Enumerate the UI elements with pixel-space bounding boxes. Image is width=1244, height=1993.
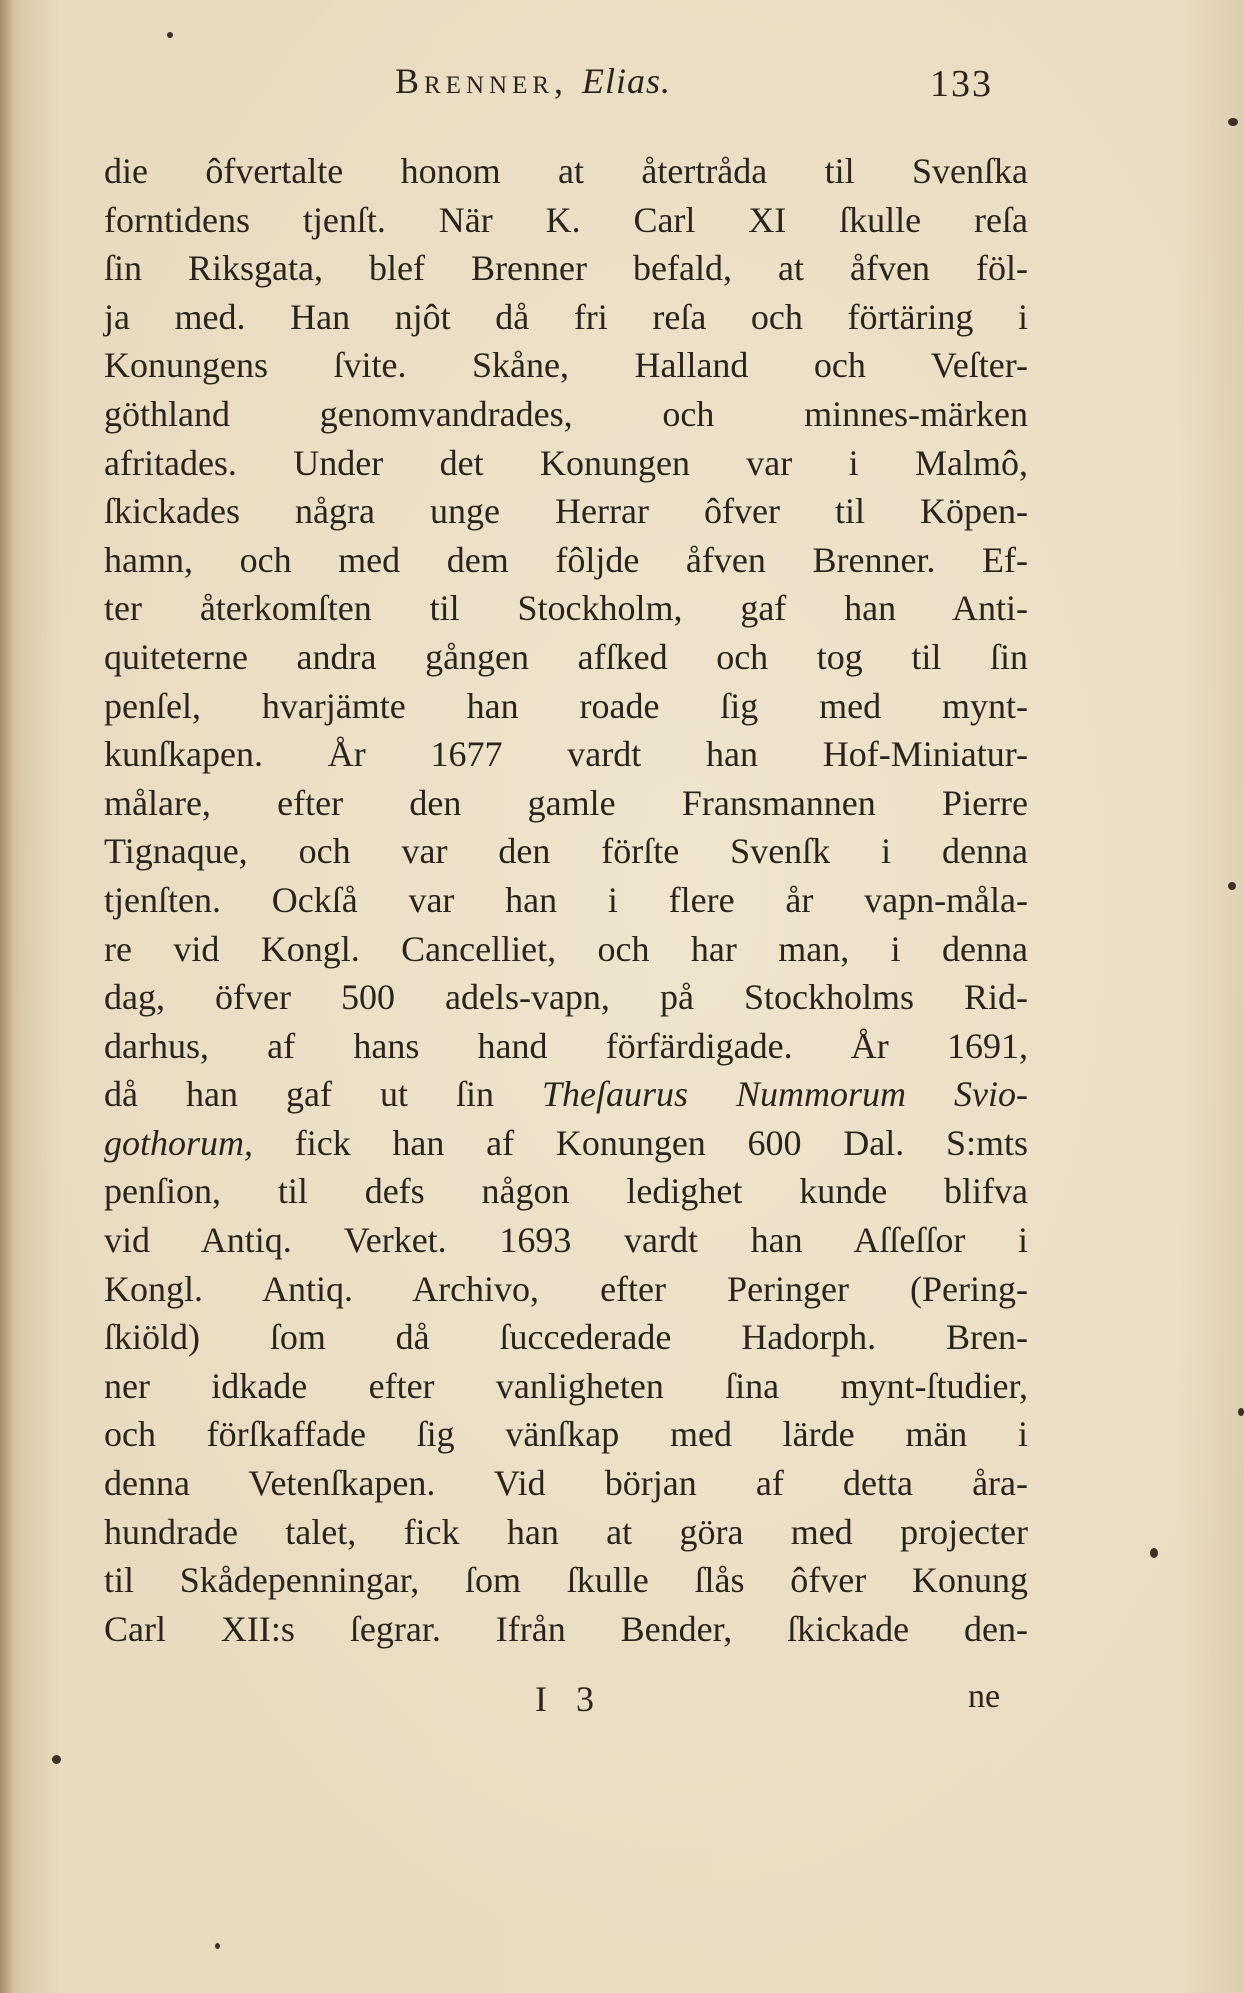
text-line [104,1605,1028,1654]
text-run: die ôfvertalte honom at återtråda til Svenſka [104,151,1028,191]
text-run: til Skådepenningar, ſom ſkulle ſlås ôfver Konung [104,1560,1028,1601]
italic-text: gothorum, [104,1122,254,1163]
text-line [104,633,1028,682]
text-line [104,1022,1028,1071]
text-run: darhus, af hans hand förfärdigade. År 1691, [104,1025,1028,1066]
text-run: hamn, och med dem fôljde åfven Brenner. Ef- [104,539,1028,580]
text-line [104,730,1028,779]
text-line [104,925,1028,974]
text-run: och förſkaffade ſig vänſkap med lärde män i [104,1414,1028,1455]
text-run: målare, efter den gamle Fransmannen Pierre [104,782,1028,823]
text-line [104,1313,1028,1362]
text-line [104,1362,1028,1411]
text-line [104,439,1028,488]
text-run: ner idkade efter vanligheten ſina mynt-ſtudier, [104,1365,1028,1406]
text-run: Konungens ſvite. Skåne, Halland och Veſter- [104,345,1028,386]
text-run: ter återkomſten til Stockholm, gaf han Anti- [104,588,1028,629]
text-run: penſion, til defs någon ledighet kunde blifva [104,1171,1028,1212]
body-text [104,147,1028,1653]
page-header [0,60,1244,120]
ink-speck [167,32,173,38]
text-run: fick han af Konungen 600 Dal. S:mts [253,1122,1028,1163]
text-run: re vid Kongl. Cancelliet, och har man, i denna [104,928,1028,969]
text-line [104,1216,1028,1265]
text-run: Carl XII:s ſegrar. Ifrån Bender, ſkickade den- [104,1608,1028,1649]
text-run: ja med. Han njôt då fri reſa och förtäring i [104,296,1028,337]
page-footer [0,1678,1244,1728]
text-run: ſkickades några unge Herrar ôfver til Köpen- [104,491,1028,532]
text-run: Tignaque, och var den förſte Svenſk i denna [104,831,1028,872]
italic-text: Theſaurus Nummorum Svio- [541,1074,1028,1115]
text-line [104,196,1028,245]
text-line [104,1265,1028,1314]
text-run: penſel, hvarjämte han roade ſig med mynt- [104,685,1028,726]
text-line [104,827,1028,876]
text-run: afritades. Under det Konungen var i Malmô, [104,442,1028,483]
ink-speck [52,1755,61,1764]
text-run: ſkiöld) ſom då ſuccederade Hadorph. Bren- [104,1317,1028,1358]
ink-speck [1228,882,1236,890]
text-run: hundrade talet, fick han at göra med projecter [104,1511,1028,1552]
text-line [104,779,1028,828]
text-line [104,876,1028,925]
text-run: kunſkapen. År 1677 vardt han Hof-Miniatur- [104,734,1028,775]
text-run: Kongl. Antiq. Archivo, efter Peringer (Pering- [104,1268,1028,1309]
text-run: forntidens tjenſt. När K. Carl XI ſkulle reſa [104,199,1028,240]
ink-speck [1150,1548,1158,1558]
text-line [104,487,1028,536]
catchword: ne [968,1678,1001,1715]
running-head-given-name: Elias. [582,61,672,101]
text-line [104,1119,1028,1168]
text-line [104,536,1028,585]
ink-speck [1228,118,1238,126]
text-line [104,584,1028,633]
text-line [104,293,1028,342]
text-line [104,1070,1028,1119]
text-run: dag, öfver 500 adels-vapn, på Stockholms Rid- [104,977,1028,1018]
text-run: vid Antiq. Verket. 1693 vardt han Aſſeſſor i [104,1220,1028,1261]
signature-mark: I 3 [535,1679,604,1719]
text-run: då han gaf ut ſin [104,1074,542,1115]
text-line [104,1167,1028,1216]
running-head-surname: Brenner, [395,61,569,101]
text-run: quiteterne andra gången afſked och tog til ſin [104,636,1028,677]
text-line [104,244,1028,293]
text-line [104,390,1028,439]
text-run: denna Vetenſkapen. Vid början af detta åra- [104,1463,1028,1504]
text-line [104,1410,1028,1459]
text-line [104,1459,1028,1508]
text-line [104,341,1028,390]
ink-speck [215,1943,220,1949]
text-run: ſin Riksgata, blef Brenner befald, at åfven föl- [104,248,1028,289]
page-number: 133 [930,63,993,105]
text-run: tjenſten. Ockſå var han i flere år vapn-måla- [104,879,1028,920]
text-line [104,1556,1028,1605]
text-line [104,147,1028,196]
text-run: göthland genomvandrades, och minnes-märken [104,393,1028,434]
text-line [104,682,1028,731]
ink-speck [1238,1408,1244,1416]
text-line [104,1508,1028,1557]
running-head [395,60,671,102]
text-line [104,973,1028,1022]
